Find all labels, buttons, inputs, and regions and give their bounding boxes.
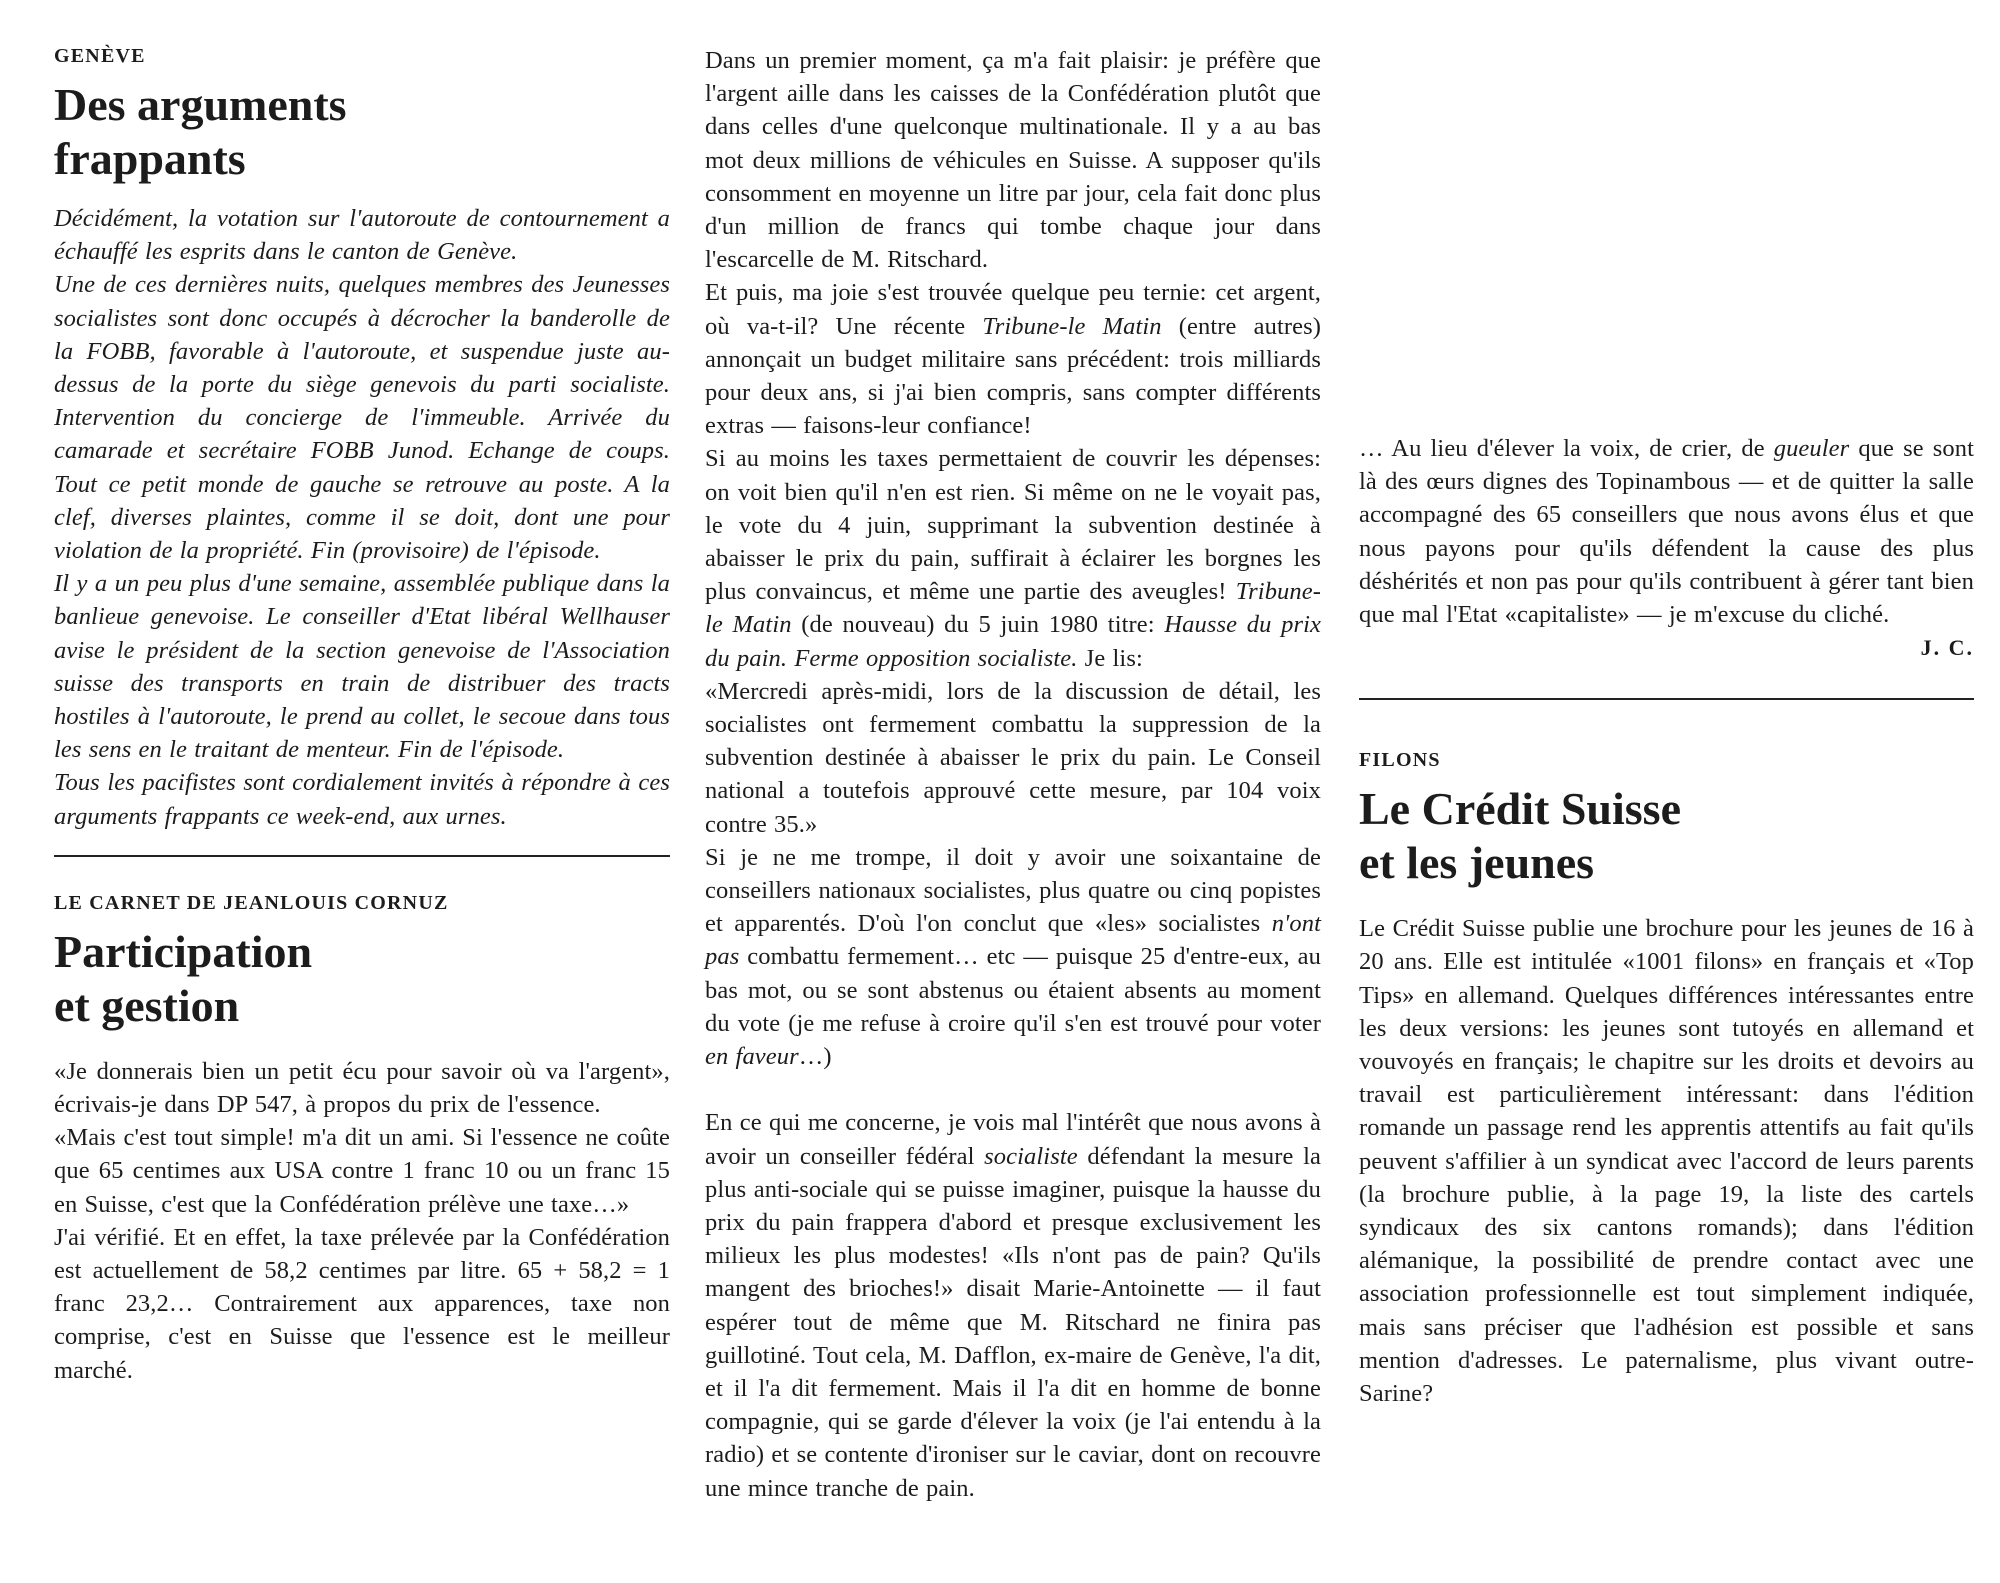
carnet-title-line1: Participation [54, 925, 313, 977]
carnet-paragraph-1: «Je donnerais bien un petit écu pour savoir où va l'argent», écrivais-je dans DP 547, à propos du prix de l'essence. [54, 1057, 670, 1119]
geneve-paragraph-1: Décidément, la votation sur l'autoroute de contournement a échauffé les esprits dans le canton de Genève. [54, 205, 670, 266]
section-divider-2 [1359, 698, 1974, 700]
carnet-paragraph-2: «Mais c'est tout simple! m'a dit un ami. Si l'essence ne coûte que 65 centimes aux USA contre 1 franc 10 ou un franc 15 en Suisse, c'est que la Confédération prélève une taxe…» [54, 1124, 670, 1218]
geneve-paragraph-4: Tous les pacifistes sont cordialement invités à répondre à ces arguments frappants ce week-end, aux urnes. [54, 769, 670, 830]
filons-title-line1: Le Crédit Suisse [1359, 783, 1681, 835]
filons-paragraph: Le Crédit Suisse publie une brochure pour les jeunes de 16 à 20 ans. Elle est intitulée «1001 filons» en français et «Top Tips» en allemand. Quelques différences intéressantes entre les deux versions: les jeunes sont tutoyés en allemand et vouvoyés en français; le chapitre sur les droits et devoirs au travail est particulièrement intéressant: dans l'édition romande un passage rend les apprentis attentifs au fait qu'ils peuvent s'affilier à un syndicat avec l'accord de leurs parents (la brochure publie, à la page 19, la liste des cartels syndicaux des six cantons romands); dans l'édition alémanique, la possibilité de prendre contact avec une association professionnelle est tout simplement indiquée, mais sans préciser que l'adhésion est possible et sans mention d'adresses. Le paternalisme, plus vivant outre-Sarine? [1359, 915, 1974, 1408]
geneve-title-line1: Des arguments [54, 79, 347, 130]
filons-title-line2: et les jeunes [1359, 837, 1595, 889]
geneve-paragraph-3: Il y a un peu plus d'une semaine, assemblée publique dans la banlieue genevoise. Le conseiller d'Etat libéral Wellhauser avise le président de la section genevoise de l'Association suisse des transports en train de distribuer des tracts hostiles à l'autoroute, le prend au collet, le secoue dans tous les sens en le traitant de menteur. Fin de l'épisode. [54, 570, 670, 764]
column-2 [705, 44, 1321, 1505]
geneve-title-line2: frappants [54, 133, 246, 184]
carnet-kicker: LE CARNET DE JEANLOUIS CORNUZ [54, 891, 449, 914]
section-divider [54, 855, 670, 857]
carnet-paragraph-8: Si je ne me trompe, il doit y avoir une soixantaine de conseillers nationaux socialistes, plus quatre ou cinq popistes et apparentés. D'où l'on conclut que «les» socialistes n'ont pas combattu fermement… etc — puisque 25 d'entre-eux, au bas mot, ou se sont abstenus ou étaient absents au moment du vote (je me refuse à croire qu'il s'en est trouvé pour voter en faveur…) [705, 843, 1321, 1071]
geneve-kicker: GENÈVE [54, 45, 146, 67]
column-1 [54, 44, 670, 1387]
carnet-paragraph-10: … Au lieu d'élever la voix, de crier, de gueuler que se sont là des œurs dignes des Topinambous — et de quitter la salle accompagné des 65 conseillers que nous avons élus et que nous payons pour qu'ils défendent la cause des plus déshérités et non pas pour qu'ils contribuent à gérer tant bien que mal l'Etat «capitaliste» — je m'excuse du cliché. [1359, 435, 1974, 629]
carnet-paragraph-5: Et puis, ma joie s'est trouvée quelque peu ternie: cet argent, où va-t-il? Une récente Tribune-le Matin (entre autres) annonçait un budget militaire sans précédent: trois milliards pour deux ans, si j'ai bien compris, sans compter différents extras — faisons-leur confiance! [705, 279, 1322, 440]
carnet-title [54, 925, 670, 1033]
filons-title [1359, 782, 1974, 890]
column-3 [1359, 44, 1974, 1410]
carnet-paragraph-6: Si au moins les taxes permettaient de couvrir les dépenses: on voit bien qu'il n'en est rien. Si même on ne le voyait pas, le vote du 4 juin, supprimant la subvention destinée à abaisser le prix du pain, suffirait à éclairer les borgnes les plus convaincus, et même une partie des aveugles! Tribune-le Matin (de nouveau) du 5 juin 1980 titre: Hausse du prix du pain. Ferme opposition socialiste. Je lis: [705, 445, 1321, 672]
carnet-paragraph-7: «Mercredi après-midi, lors de la discussion de détail, les socialistes ont fermement combattu la suppression de la subvention destinée à abaisser le prix du pain. Le Conseil national a toutefois approuvé cette mesure, par 104 voix contre 35.» [705, 677, 1321, 838]
carnet-paragraph-3: J'ai vérifié. Et en effet, la taxe prélevée par la Confédération est actuellement de 58,2 centimes par litre. 65 + 58,2 = 1 franc 23,2… Contrairement aux apparences, taxe non comprise, c'est en Suisse que l'essence est le meilleur marché. [54, 1223, 670, 1384]
carnet-paragraph-9: En ce qui me concerne, je vois mal l'intérêt que nous avons à avoir un conseiller fédéral socialiste défendant la mesure la plus anti-sociale qui se puisse imaginer, puisque la hausse du prix du pain frappera d'abord et presque exclusivement les milieux les plus modestes! «Ils n'ont pas de pain? Qu'ils mangent des brioches!» disait Marie-Antoinette — il faut espérer tout de même que M. Ritschard ne finira pas guillotiné. Tout cela, M. Dafflon, ex-maire de Genève, l'a dit, et il l'a dit fermement. Mais il l'a dit en homme de bonne compagnie, qui se garde d'élever la voix (je l'ai entendu à la radio) et se contente d'ironiser sur le caviar, dont on recouvre une mince tranche de pain. [705, 1109, 1322, 1502]
carnet-signature: J. C. [1920, 635, 1974, 661]
filons-kicker: FILONS [1359, 749, 1441, 772]
carnet-title-line2: et gestion [54, 979, 240, 1031]
geneve-paragraph-2: Une de ces dernières nuits, quelques membres des Jeunesses socialistes sont donc occupés à décrocher la banderolle de la FOBB, favorable à l'autoroute, et suspendue juste au-dessus de la porte du siège genevois du parti socialiste. Intervention du concierge de l'immeuble. Arrivée du camarade et secrétaire FOBB Junod. Echange de coups. Tout ce petit monde de gauche se retrouve au poste. A la clef, diverses plaintes, comme il se doit, dont une pour violation de la propriété. Fin (provisoire) de l'épisode. [54, 271, 670, 565]
carnet-paragraph-4: Dans un premier moment, ça m'a fait plaisir: je préfère que l'argent aille dans les caisses de la Confédération plutôt que dans celles d'une quelconque multinationale. Il y a au bas mot deux millions de véhicules en Suisse. A supposer qu'ils consomment en moyenne un litre par jour, cela fait donc plus d'un million de francs qui tombe chaque jour dans l'escarcelle de M. Ritschard. [705, 47, 1321, 274]
geneve-title [54, 78, 670, 186]
